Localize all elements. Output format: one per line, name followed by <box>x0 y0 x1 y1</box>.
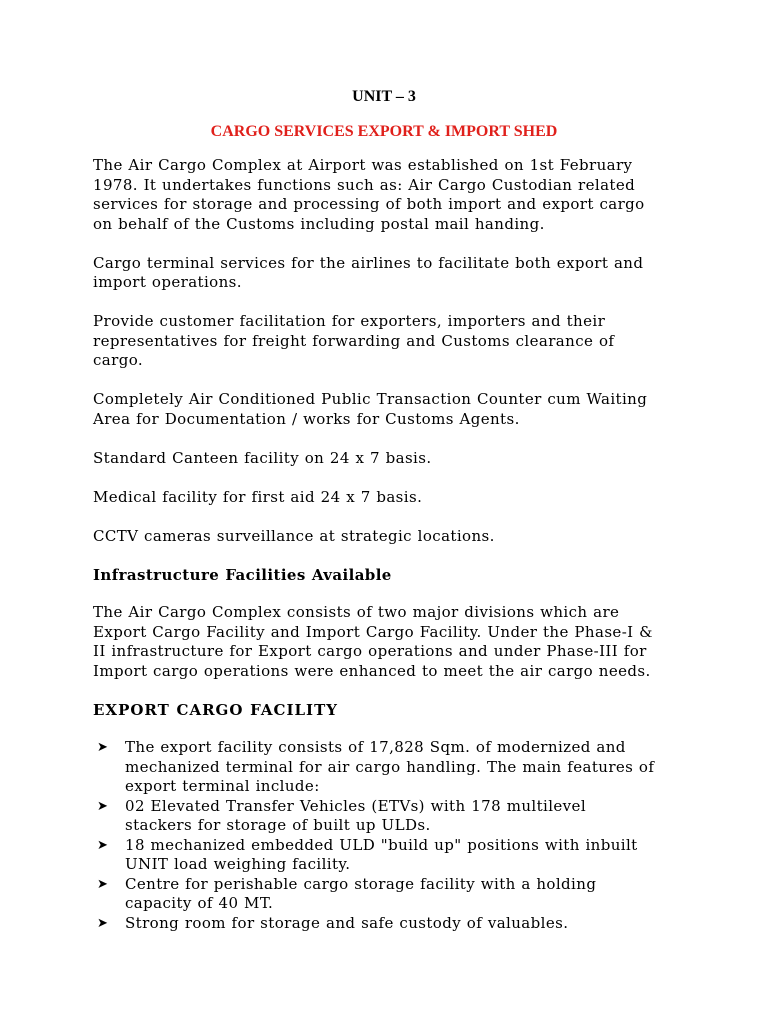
paragraph-customer-facilitation <box>93 312 693 371</box>
text-line: 02 Elevated Transfer Vehicles (ETVs) with 178 multilevel <box>125 796 587 815</box>
text-line: Provide customer facilitation for exporters, importers and their <box>93 312 606 330</box>
text-line: import operations. <box>93 273 242 291</box>
text-line: CCTV cameras surveillance at strategic locations. <box>93 526 495 545</box>
text-line: Cargo terminal services for the airlines to facilitate both export and <box>93 253 644 272</box>
arrow-bullet-icon: ➤ <box>97 915 109 931</box>
text-line: cargo. <box>93 351 144 369</box>
text-line: representatives for freight forwarding and Customs clearance of <box>93 331 615 350</box>
text-line: Standard Canteen facility on 24 x 7 basis. <box>93 448 432 467</box>
text-line: Export Cargo Facility and Import Cargo Facility. Under the Phase-I & <box>93 622 653 641</box>
text-line: 1978. It undertakes functions such as: Air Cargo Custodian related <box>93 175 636 194</box>
infrastructure-heading: Infrastructure Facilities Available <box>93 565 392 584</box>
text-line: Completely Air Conditioned Public Transaction Counter cum Waiting <box>93 390 648 408</box>
text-line: 18 mechanized embedded ULD "build up" positions with inbuilt <box>125 835 638 854</box>
text-line: Strong room for storage and safe custody of valuables. <box>125 913 569 932</box>
list-item <box>93 797 693 836</box>
text-line: stackers for storage of built up ULDs. <box>125 816 431 834</box>
paragraph-terminal-services <box>93 254 693 293</box>
export-heading: EXPORT CARGO FACILITY <box>93 700 338 719</box>
list-item <box>93 738 693 797</box>
text-line: Import cargo operations were enhanced to meet the air cargo needs. <box>93 661 651 680</box>
paragraph-medical <box>93 488 693 508</box>
list-item <box>93 836 693 875</box>
arrow-bullet-icon: ➤ <box>97 837 109 853</box>
text-line: Medical facility for first aid 24 x 7 basis. <box>93 487 423 506</box>
paragraph-transaction-counter <box>93 390 693 429</box>
text-line: The export facility consists of 17,828 Sqm. of modernized and <box>125 738 626 756</box>
list-item <box>93 875 693 914</box>
arrow-bullet-icon: ➤ <box>97 798 109 814</box>
text-line: services for storage and processing of both import and export cargo <box>93 195 645 213</box>
section-title: CARGO SERVICES EXPORT & IMPORT SHED <box>210 123 558 140</box>
text-line: The Air Cargo Complex consists of two major divisions which are <box>93 603 620 621</box>
text-line: capacity of 40 MT. <box>125 894 274 912</box>
text-line: Centre for perishable cargo storage facility with a holding <box>125 874 597 893</box>
text-line: on behalf of the Customs including postal mail handing. <box>93 214 545 233</box>
text-line: export terminal include: <box>125 777 320 795</box>
text-line: Area for Documentation / works for Customs Agents. <box>93 409 520 428</box>
paragraph-canteen <box>93 449 693 469</box>
list-item <box>93 914 693 934</box>
text-line: mechanized terminal for air cargo handling. The main features of <box>125 757 655 776</box>
text-line: The Air Cargo Complex at Airport was established on 1st February <box>93 156 633 174</box>
text-line: II infrastructure for Export cargo operations and under Phase-III for <box>93 642 647 660</box>
paragraph-cctv <box>93 527 693 547</box>
unit-heading: UNIT – 3 <box>352 88 416 105</box>
paragraph-infrastructure <box>93 603 693 681</box>
paragraph-establishment <box>93 156 693 234</box>
export-features-list <box>93 738 693 933</box>
document-body <box>93 156 693 933</box>
arrow-bullet-icon: ➤ <box>97 876 109 892</box>
arrow-bullet-icon: ➤ <box>97 740 109 755</box>
text-line: UNIT load weighing facility. <box>125 855 351 873</box>
